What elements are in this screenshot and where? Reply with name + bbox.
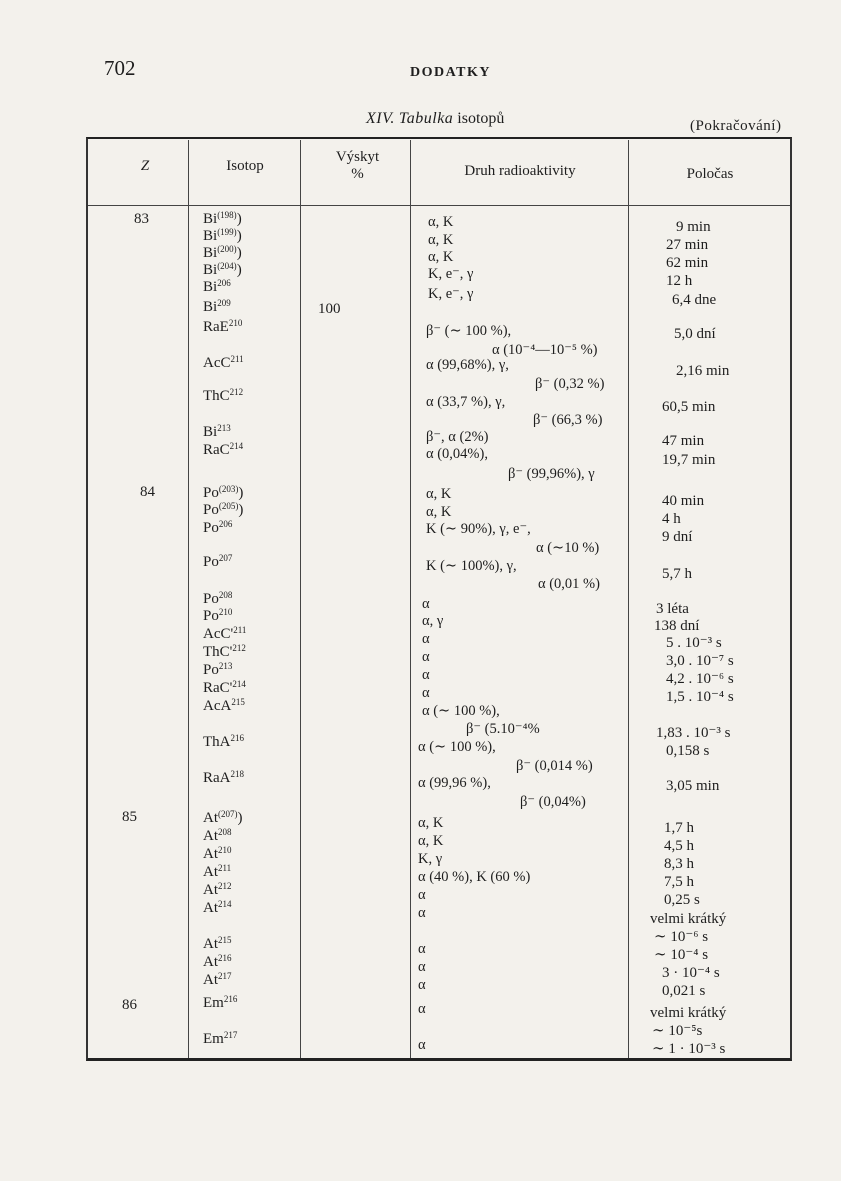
decay-entry: β⁻ (0,04%) [520, 794, 586, 810]
decay-entry: α [422, 667, 430, 683]
decay-entry: α, K [428, 214, 454, 230]
decay-entry: α, γ [422, 613, 444, 629]
decay-entry: α (∼ 100 %), [418, 739, 496, 755]
halflife-entry: 1,5 . 10⁻⁴ s [666, 689, 734, 705]
halflife-entry: 60,5 min [662, 399, 716, 415]
z-value: 85 [122, 809, 137, 825]
header-vyskyt [310, 149, 405, 183]
caption-italic: Tabulka [398, 110, 454, 127]
halflife-entry: 4,2 . 10⁻⁶ s [666, 671, 734, 687]
isotope-entry: Em$^{216}$ [203, 994, 238, 1011]
halflife-entry: 62 min [666, 255, 709, 271]
decay-entry: β⁻ (0,014 %) [516, 758, 593, 774]
column-divider-3 [410, 140, 411, 1058]
running-head: DODATKY [410, 65, 492, 80]
decay-entry: α (0,04%), [426, 446, 488, 462]
decay-entry: α [418, 959, 426, 975]
halflife-entry: 4 h [662, 511, 681, 527]
header-polocas: Poločas [686, 166, 734, 182]
page-number: 702 [104, 56, 136, 80]
header-isotop: Isotop [226, 158, 264, 174]
decay-entry: α [418, 1037, 426, 1053]
decay-entry: α [418, 887, 426, 903]
caption-prefix: XIV. [366, 110, 395, 127]
isotope-entry: Bi$^{206}$ [203, 278, 231, 295]
halflife-entry: 3,0 . 10⁻⁷ s [666, 653, 734, 669]
isotope-entry: Po$^{(203)}$) [203, 484, 244, 501]
decay-entry: K, γ [418, 851, 443, 867]
halflife-entry: 3 léta [656, 601, 689, 617]
isotope-entry: Po$^{(205)}$) [203, 501, 244, 518]
halflife-entry: 9 dní [662, 529, 693, 545]
halflife-entry: ∼ 10⁻⁴ s [654, 947, 709, 963]
isotope-entry: $RaC'^{214}$ [203, 679, 246, 696]
decay-entry: α (∼10 %) [536, 540, 600, 556]
halflife-entry: 1,83 . 10⁻³ s [656, 725, 731, 741]
decay-entry: K, e⁻, γ [428, 286, 474, 302]
decay-entry: β⁻, α (2%) [426, 429, 489, 445]
decay-entry: β⁻ (5.10⁻⁴% [466, 721, 540, 737]
decay-entry: α, K [418, 815, 444, 831]
decay-entry: β⁻ (66,3 %) [533, 412, 603, 428]
isotope-entry: At$^{212}$ [203, 881, 232, 898]
isotope-entry: Po$^{206}$ [203, 519, 233, 536]
halflife-entry: ∼ 1 · 10⁻³ s [652, 1041, 726, 1057]
decay-entry: α (∼ 100 %), [422, 703, 500, 719]
decay-entry: α [418, 905, 426, 921]
z-value: 84 [140, 484, 155, 500]
decay-entry: α [418, 1001, 426, 1017]
isotope-entry: Bi$^{213}$ [203, 423, 231, 440]
isotope-entry: ThC$^{212}$ [203, 387, 244, 404]
isotope-entry: At$^{214}$ [203, 899, 232, 916]
caption-rest: isotopů [457, 110, 505, 127]
halflife-entry: 47 min [662, 433, 705, 449]
halflife-entry: 8,3 h [664, 856, 694, 872]
isotope-entry: At$^{217}$ [203, 971, 232, 988]
decay-entry: α, K [418, 833, 444, 849]
halflife-entry: 0,158 s [666, 743, 710, 759]
isotope-entry: At$^{211}$ [203, 863, 232, 880]
decay-entry: α, K [426, 504, 452, 520]
header-z: Z [140, 158, 150, 174]
decay-entry: α (33,7 %), γ, [426, 394, 506, 410]
header-druh: Druh radioaktivity [464, 163, 576, 179]
header-vyskyt-unit: % [351, 166, 364, 182]
isotope-entry: RaA$^{218}$ [203, 769, 244, 786]
header-vyskyt-label: Výskyt [335, 149, 380, 165]
isotope-entry: Bi$^{(200)}$) [203, 244, 242, 261]
column-divider-2 [300, 140, 301, 1058]
halflife-entry: 2,16 min [676, 363, 730, 379]
halflife-entry: 7,5 h [664, 874, 694, 890]
halflife-entry: 5 . 10⁻³ s [666, 635, 722, 651]
isotope-entry: Bi$^{209}$ [203, 298, 231, 315]
halflife-entry: ∼ 10⁻⁶ s [654, 929, 709, 945]
column-divider-1 [188, 140, 189, 1058]
halflife-entry: 1,7 h [664, 820, 694, 836]
isotope-entry: Em$^{217}$ [203, 1030, 238, 1047]
table-caption [366, 110, 504, 128]
isotope-entry: $AcC'^{211}$ [203, 625, 247, 642]
isotope-entry: Po$^{207}$ [203, 553, 233, 570]
halflife-entry: 5,7 h [662, 566, 692, 582]
decay-entry: β⁻ (0,32 %) [535, 376, 605, 392]
decay-entry: α (99,96 %), [418, 775, 491, 791]
isotope-entry: At$^{215}$ [203, 935, 232, 952]
halflife-entry: ∼ 10⁻⁵s [652, 1023, 703, 1039]
decay-entry: α (99,68%), γ, [426, 357, 509, 373]
halflife-entry: velmi krátký [650, 1005, 727, 1021]
decay-entry: α [422, 685, 430, 701]
isotope-entry: Po$^{210}$ [203, 607, 233, 624]
column-divider-4 [628, 140, 629, 1058]
continuation-note: (Pokračování) [690, 118, 782, 134]
decay-entry: β⁻ (∼ 100 %), [426, 323, 512, 339]
decay-entry: K (∼ 90%), γ, e⁻, [426, 521, 531, 537]
isotope-entry: ThA$^{216}$ [203, 733, 244, 750]
isotope-entry: Po$^{208}$ [203, 590, 233, 607]
decay-entry: α [418, 977, 426, 993]
halflife-entry: 27 min [666, 237, 709, 253]
isotope-entry: Bi$^{(199)}$) [203, 227, 242, 244]
decay-entry: α [418, 941, 426, 957]
isotope-entry: At$^{210}$ [203, 845, 232, 862]
halflife-entry: 3 · 10⁻⁴ s [662, 965, 720, 981]
decay-entry: α (40 %), K (60 %) [418, 869, 531, 885]
halflife-entry: 138 dní [654, 618, 700, 634]
isotope-entry: At$^{(207)}$) [203, 809, 243, 826]
isotope-entry: Bi$^{(198)}$) [203, 210, 242, 227]
halflife-entry: 0,25 s [664, 892, 700, 908]
isotope-entry: AcC$^{211}$ [203, 354, 244, 371]
decay-entry: K (∼ 100%), γ, [426, 558, 517, 574]
decay-entry: α (10⁻⁴—10⁻⁵ %) [492, 342, 598, 358]
decay-entry: α [422, 631, 430, 647]
isotope-entry: RaE$^{210}$ [203, 318, 243, 335]
decay-entry: α, K [428, 249, 454, 265]
halflife-entry: 40 min [662, 493, 705, 509]
isotope-entry: AcA$^{215}$ [203, 697, 245, 714]
halflife-entry: 12 h [666, 273, 693, 289]
decay-entry: α (0,01 %) [538, 576, 600, 592]
decay-entry: α [422, 649, 430, 665]
isotope-entry: $ThC'^{212}$ [203, 643, 246, 660]
halflife-entry: 3,05 min [666, 778, 720, 794]
decay-entry: α [422, 596, 430, 612]
halflife-entry: 0,021 s [662, 983, 706, 999]
isotope-entry: At$^{216}$ [203, 953, 232, 970]
z-value: 86 [122, 997, 137, 1013]
decay-entry: α, K [428, 232, 454, 248]
halflife-entry: 6,4 dne [672, 292, 717, 308]
halflife-entry: 19,7 min [662, 452, 716, 468]
isotope-entry: Po$^{213}$ [203, 661, 233, 678]
halflife-entry: 4,5 h [664, 838, 694, 854]
isotope-entry: RaC$^{214}$ [203, 441, 244, 458]
halflife-entry: velmi krátký [650, 911, 727, 927]
isotope-entry: At$^{208}$ [203, 827, 232, 844]
abundance-value: 100 [318, 301, 341, 317]
header-rule [88, 205, 790, 206]
isotope-entry: Bi$^{(204)}$) [203, 261, 242, 278]
halflife-entry: 9 min [676, 219, 711, 235]
decay-entry: K, e⁻, γ [428, 266, 474, 282]
decay-entry: β⁻ (99,96%), γ [508, 466, 595, 482]
decay-entry: α, K [426, 486, 452, 502]
z-value: 83 [134, 211, 149, 227]
halflife-entry: 5,0 dní [674, 326, 716, 342]
